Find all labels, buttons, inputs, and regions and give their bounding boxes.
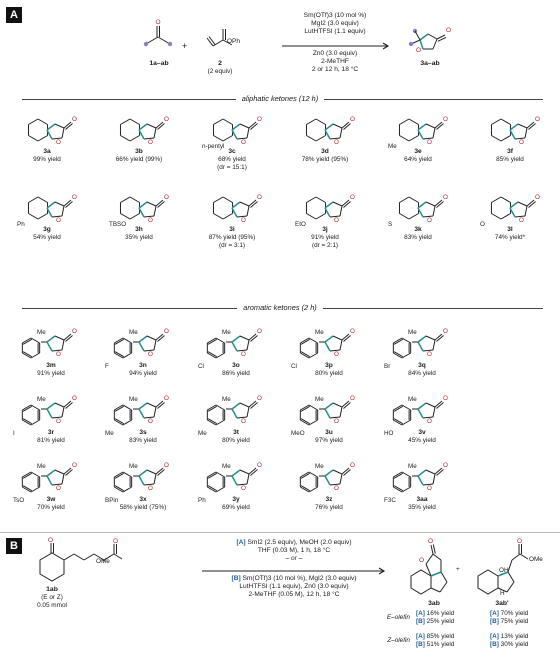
svg-text:Me: Me bbox=[222, 396, 231, 403]
svg-text:O: O bbox=[148, 351, 153, 358]
compound-3d: 3d 78% yield (95%) bbox=[301, 148, 349, 163]
svg-text:O: O bbox=[427, 418, 432, 425]
svg-text:O: O bbox=[334, 217, 339, 224]
svg-text:O: O bbox=[427, 139, 432, 146]
structure-3c bbox=[202, 116, 262, 150]
sub-3l: O bbox=[480, 221, 485, 228]
compound-3p: 3p 80% yield bbox=[315, 362, 343, 377]
sub-3k: S bbox=[388, 221, 393, 228]
svg-text:O: O bbox=[148, 418, 153, 425]
svg-text:O: O bbox=[443, 328, 448, 335]
sub-3q: Br bbox=[384, 363, 391, 370]
cond-above-2: MgI2 (3.0 equiv) bbox=[311, 20, 359, 28]
svg-text:O: O bbox=[164, 116, 169, 123]
svg-text:O: O bbox=[427, 217, 432, 224]
prod2-id: 3ab' bbox=[495, 600, 509, 607]
compound-3v: 3v 45% yield bbox=[408, 429, 436, 444]
panel-b-conditions bbox=[198, 539, 390, 564]
svg-text:Me: Me bbox=[222, 463, 231, 470]
svg-text:O: O bbox=[257, 194, 262, 201]
row-e-p2: [A] 70% yield [B] 75% yield bbox=[490, 610, 529, 625]
svg-text:O: O bbox=[350, 328, 355, 335]
svg-text:O: O bbox=[241, 485, 246, 492]
cond-b-line3: 2-MeTHF (0.05 M), 12 h, 18 °C bbox=[248, 591, 340, 599]
svg-text:O: O bbox=[519, 217, 524, 224]
svg-text:O: O bbox=[257, 395, 262, 402]
svg-text:O: O bbox=[72, 194, 77, 201]
oh-label: OH bbox=[499, 567, 509, 574]
sub-3w: TsO bbox=[13, 497, 25, 504]
cond-a-tag: [A] bbox=[236, 539, 246, 546]
structure-3a bbox=[28, 116, 77, 146]
svg-text:Me: Me bbox=[129, 463, 138, 470]
svg-text:O: O bbox=[241, 139, 246, 146]
product-carbonyl-o: O bbox=[446, 27, 452, 34]
product-ring-o: O bbox=[416, 47, 422, 54]
svg-text:O: O bbox=[164, 395, 169, 402]
svg-text:O: O bbox=[519, 139, 524, 146]
sm-note-2: 0.05 mmol bbox=[37, 602, 67, 609]
compound-3h: 3h 35% yield bbox=[125, 226, 153, 241]
svg-text:O: O bbox=[148, 485, 153, 492]
svg-text:O: O bbox=[241, 418, 246, 425]
sm-ome: OMe bbox=[96, 558, 110, 565]
svg-text:O: O bbox=[334, 139, 339, 146]
sub-3g: Ph bbox=[17, 221, 25, 228]
compound-3o: 3o 86% yield bbox=[222, 362, 250, 377]
svg-text:Me: Me bbox=[37, 329, 46, 336]
compound-3u: 3u 97% yield bbox=[315, 429, 343, 444]
sub-3y: Ph bbox=[198, 497, 206, 504]
svg-text:O: O bbox=[164, 194, 169, 201]
svg-text:O: O bbox=[443, 116, 448, 123]
svg-text:O: O bbox=[72, 116, 77, 123]
svg-text:O: O bbox=[72, 462, 77, 469]
compound-3r: 3r 81% yield bbox=[37, 429, 65, 444]
svg-text:O: O bbox=[443, 462, 448, 469]
svg-text:O: O bbox=[56, 418, 61, 425]
structure-3b bbox=[120, 116, 169, 146]
reactant1-id: 1a–ab bbox=[149, 60, 169, 67]
svg-text:O: O bbox=[443, 194, 448, 201]
prod1-id: 3ab bbox=[428, 600, 440, 607]
structure-3h bbox=[109, 194, 169, 228]
sub-3e: Me bbox=[388, 143, 397, 150]
compound-3i: 3i 87% yield (95%) (dr = 3:1) bbox=[208, 226, 256, 249]
compound-3m: 3m 91% yield bbox=[37, 362, 65, 377]
compound-3x: 3x 58% yield (75%) bbox=[119, 496, 167, 511]
svg-text:O: O bbox=[334, 485, 339, 492]
structure-3i bbox=[213, 194, 262, 224]
svg-text:Me: Me bbox=[408, 463, 417, 470]
sub-3p: Cl bbox=[291, 363, 297, 370]
svg-text:O: O bbox=[517, 538, 523, 545]
cond-a-line2: THF (0.03 M), 1 h, 18 °C bbox=[257, 547, 331, 555]
sub-3c: n-pentyl bbox=[202, 143, 225, 150]
svg-text:Me: Me bbox=[408, 329, 417, 336]
svg-text:O: O bbox=[535, 194, 540, 201]
cond-below-1: Zn0 (3.0 equiv) bbox=[312, 50, 358, 57]
cond-b-line2: LutHTFSI (1.1 equiv), Zn0 (3.0 equiv) bbox=[239, 583, 349, 591]
svg-text:Me: Me bbox=[129, 396, 138, 403]
svg-text:O: O bbox=[241, 351, 246, 358]
svg-text:Me: Me bbox=[37, 463, 46, 470]
structure-3j bbox=[295, 194, 355, 228]
sm-note-1: (E or Z) bbox=[41, 594, 63, 601]
cond-a-line1: SmI2 (2.5 equiv), MeOH (2.0 equiv) bbox=[247, 539, 352, 546]
compound-3k: 3k 83% yield bbox=[404, 226, 432, 241]
svg-text:O: O bbox=[427, 351, 432, 358]
svg-text:Me: Me bbox=[315, 329, 324, 336]
sub-3x: BPin bbox=[105, 497, 119, 504]
svg-text:O: O bbox=[334, 351, 339, 358]
sub-3h: TBSO bbox=[109, 221, 127, 228]
svg-text:O: O bbox=[241, 217, 246, 224]
reactant2-id: 2 bbox=[218, 60, 222, 67]
sm-id: 1ab bbox=[46, 586, 58, 593]
svg-text:O: O bbox=[56, 217, 61, 224]
svg-text:O: O bbox=[56, 351, 61, 358]
svg-text:O: O bbox=[148, 217, 153, 224]
structure-3g bbox=[17, 194, 77, 228]
svg-text:O: O bbox=[72, 395, 77, 402]
sub-3s: Me bbox=[105, 430, 114, 437]
svg-text:O: O bbox=[419, 557, 425, 564]
sub-3aa: F3C bbox=[384, 497, 396, 504]
svg-text:O: O bbox=[56, 485, 61, 492]
compound-3t: 3t 80% yield bbox=[222, 429, 250, 444]
ophenyl-label: OPh bbox=[227, 38, 241, 45]
cond-or: – or – bbox=[285, 555, 303, 563]
aromatic-header: aromatic ketones (2 h) bbox=[0, 303, 560, 312]
compound-3j: 3j 91% yield (dr = 2:1) bbox=[311, 226, 339, 249]
svg-text:O: O bbox=[72, 328, 77, 335]
structure-3z bbox=[300, 462, 355, 492]
svg-text:Me: Me bbox=[315, 463, 324, 470]
svg-text:O: O bbox=[148, 139, 153, 146]
row-e-label: E–olefin bbox=[386, 614, 410, 621]
svg-text:O: O bbox=[164, 328, 169, 335]
svg-text:O: O bbox=[535, 116, 540, 123]
structure-3m bbox=[22, 328, 77, 358]
svg-text:O: O bbox=[443, 395, 448, 402]
ketone-o: O bbox=[155, 19, 161, 26]
structure-3l bbox=[480, 194, 540, 228]
row-e-p1: [A] 16% yield [B] 25% yield bbox=[416, 610, 455, 625]
svg-text:O: O bbox=[257, 116, 262, 123]
compound-3n: 3n 94% yield bbox=[129, 362, 157, 377]
svg-text:O: O bbox=[350, 395, 355, 402]
cond-above-1: Sm(OTf)3 (10 mol %) bbox=[303, 12, 367, 19]
svg-text:Me: Me bbox=[129, 329, 138, 336]
svg-text:Me: Me bbox=[37, 396, 46, 403]
compound-3b: 3b 66% yield (99%) bbox=[115, 148, 163, 163]
compound-3g: 3g 54% yield bbox=[33, 226, 61, 241]
compound-3l: 3l 74% yield* bbox=[494, 226, 526, 241]
panel-b-conditions-b bbox=[198, 575, 390, 600]
sub-3v: HO bbox=[384, 430, 394, 437]
svg-text:O: O bbox=[350, 462, 355, 469]
svg-text:O: O bbox=[56, 139, 61, 146]
prod-3ab-structure bbox=[411, 545, 447, 595]
compound-3a: 3a 99% yield bbox=[33, 148, 61, 163]
compound-3y: 3y 69% yield bbox=[222, 496, 250, 511]
row-z-label: Z–olefin bbox=[387, 637, 410, 644]
compound-3w: 3w 70% yield bbox=[37, 496, 65, 511]
svg-text:O: O bbox=[350, 194, 355, 201]
svg-text:O: O bbox=[164, 462, 169, 469]
compound-3aa: 3aa 35% yield bbox=[408, 496, 436, 511]
row-z-p2: [A] 13% yield [B] 30% yield bbox=[490, 633, 529, 648]
cond-below-3: 2 or 12 h, 18 °C bbox=[311, 66, 359, 74]
panel-b-label: B bbox=[6, 538, 22, 554]
compound-3s: 3s 83% yield bbox=[129, 429, 157, 444]
compound-3c: 3c 68% yield (dr = 15:1) bbox=[217, 148, 247, 171]
structure-3e bbox=[388, 116, 448, 150]
sub-3u: MeO bbox=[291, 430, 305, 437]
cond-b-line1: Sm(OTf)3 (10 mol %), MgI2 (3.0 equiv) bbox=[242, 575, 357, 582]
compound-3e: 3e 64% yield bbox=[404, 148, 432, 163]
structure-3d bbox=[306, 116, 355, 146]
h-label: H bbox=[500, 590, 505, 597]
row-z-p1: [A] 85% yield [B] 51% yield bbox=[416, 633, 455, 648]
svg-text:O: O bbox=[113, 538, 119, 545]
product-id: 3a–ab bbox=[420, 60, 440, 67]
svg-text:O: O bbox=[427, 485, 432, 492]
ome-label-b: OMe bbox=[529, 556, 543, 563]
structure-3k bbox=[388, 194, 448, 228]
compound-3z: 3z 76% yield bbox=[315, 496, 343, 511]
svg-text:O: O bbox=[257, 462, 262, 469]
sub-3n: F bbox=[105, 363, 109, 370]
sub-3t: Me bbox=[198, 430, 207, 437]
structure-3f bbox=[491, 116, 540, 146]
reactant2-note: (2 equiv) bbox=[207, 68, 233, 75]
plus-b: + bbox=[456, 566, 460, 573]
sub-3r: I bbox=[13, 430, 15, 437]
svg-text:O: O bbox=[334, 418, 339, 425]
svg-text:Me: Me bbox=[222, 329, 231, 336]
cond-below-2: 2-MeTHF bbox=[321, 58, 349, 66]
sub-3j: EtO bbox=[295, 221, 306, 228]
cond-above-3: LutHTFSI (1.1 equiv) bbox=[304, 28, 366, 36]
panel-a-label: A bbox=[6, 7, 22, 23]
svg-text:Me: Me bbox=[315, 396, 324, 403]
cond-b-tag: [B] bbox=[231, 575, 241, 582]
svg-text:Me: Me bbox=[408, 396, 417, 403]
svg-text:O: O bbox=[350, 116, 355, 123]
plus-sign: + bbox=[182, 41, 188, 51]
compound-3f: 3f 85% yield bbox=[496, 148, 524, 163]
compound-3q: 3q 84% yield bbox=[408, 362, 436, 377]
svg-text:O: O bbox=[428, 538, 434, 545]
svg-text:O: O bbox=[48, 537, 54, 544]
sub-3o: Cl bbox=[198, 363, 204, 370]
svg-text:O: O bbox=[257, 328, 262, 335]
aliphatic-header: aliphatic ketones (12 h) bbox=[0, 94, 560, 103]
